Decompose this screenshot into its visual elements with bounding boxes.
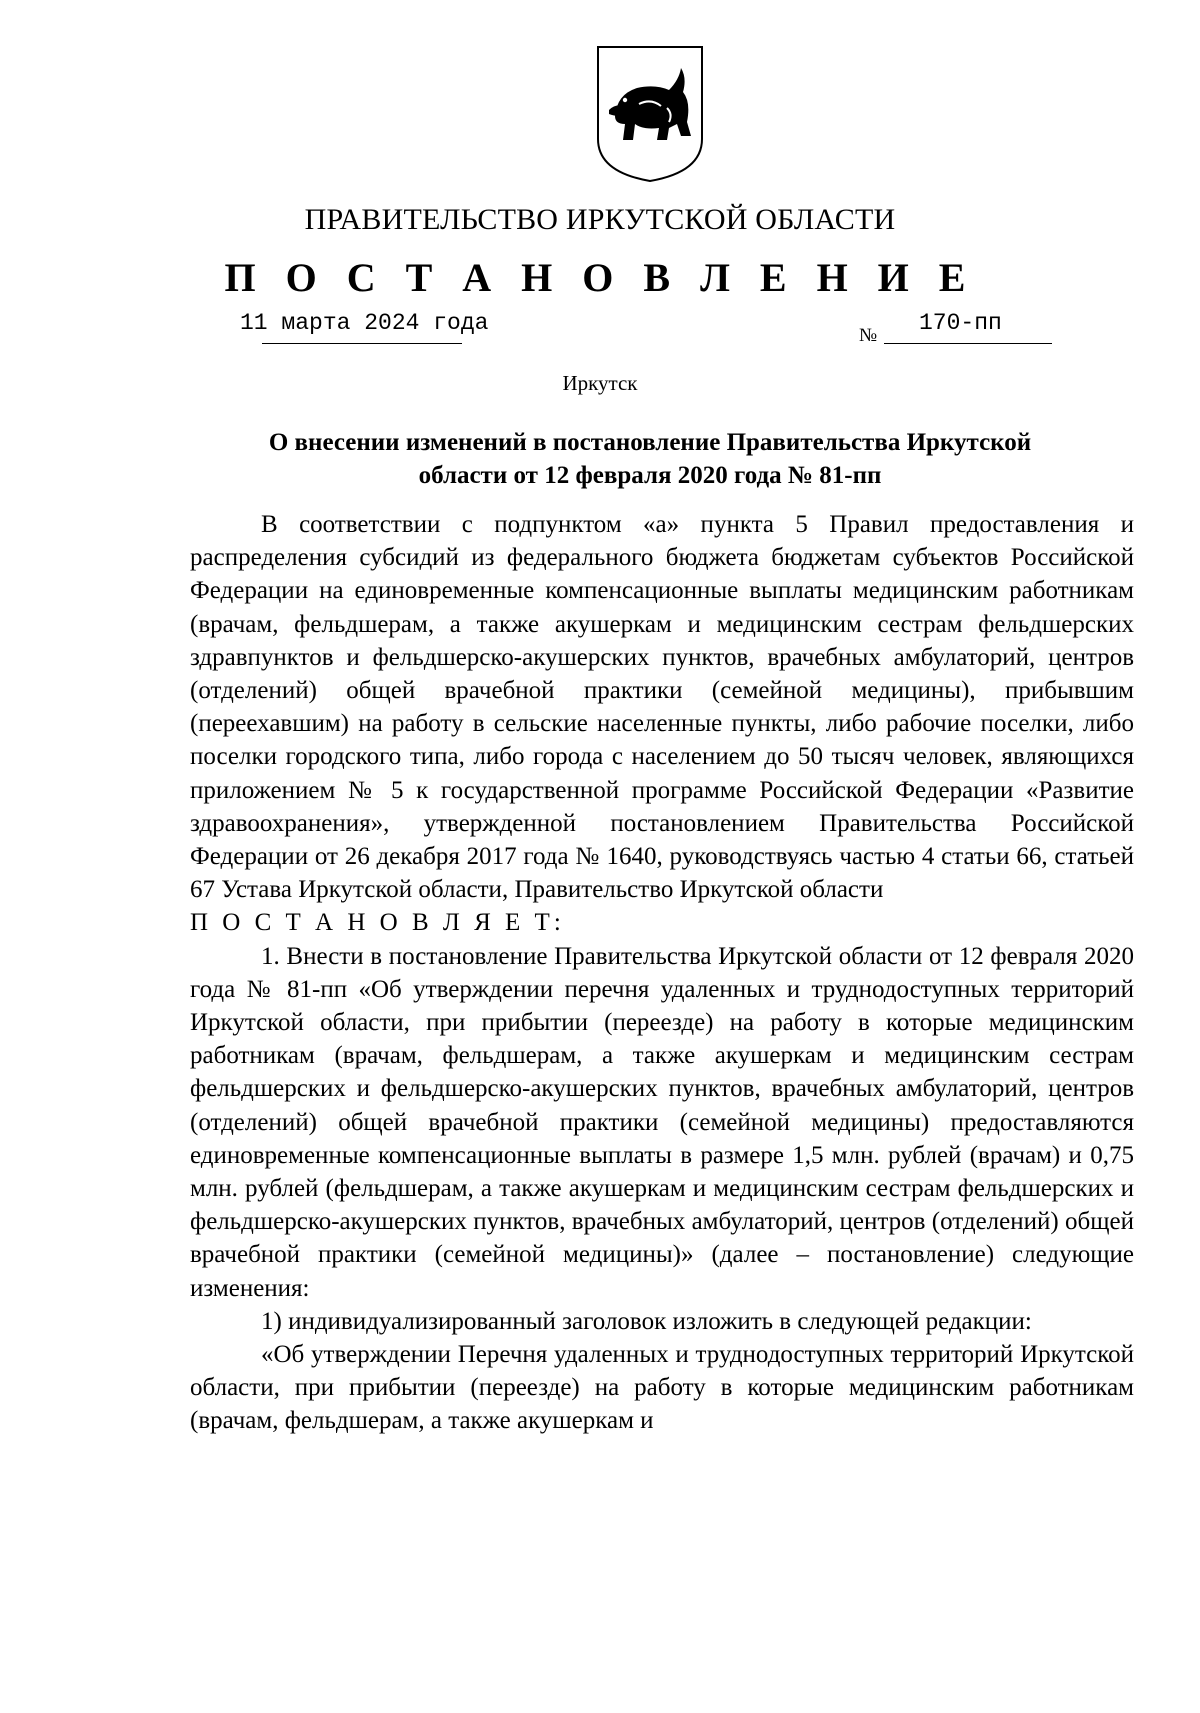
quote-paragraph: «Об утверждении Перечня удаленных и труднодоступных территорий Иркутской области, при прибытии (переезде) на работу в которые медицинским работникам (врачам, фельдшерам, а также акушеркам и: [190, 1341, 1134, 1435]
date-underline: [262, 343, 462, 344]
title-line-1: О внесении изменений в постановление Правительства Иркутской: [268, 429, 1032, 456]
resolves-heading: П О С Т А Н О В Л Я Е Т:: [190, 909, 565, 937]
document-body: [190, 508, 1134, 1438]
government-name: ПРАВИТЕЛЬСТВО ИРКУТСКОЙ ОБЛАСТИ: [304, 203, 896, 236]
item-1-paragraph: 1. Внести в постановление Правительства Иркутской области от 12 февраля 2020 года № 81-пп «Об утверждении перечня удаленных и труднодоступных территорий Иркутской области, при прибытии (переезде) на работу в которые медицинским работникам (врачам, фельдшерам, а также акушеркам и медицинским сестрам фельдшерских и фельдшерско-акушерских пунктов, врачебных амбулаторий, центров (отделений) общей врачебной практики (семейной медицины) предоставляются единовременные компенсационные выплаты в размере 1,5 млн. рублей (врачам) и 0,75 млн. рублей (фельдшерам, а также акушеркам и медицинским сестрам фельдшерских и фельдшерско-акушерских пунктов, врачебных амбулаторий, центров (отделений) общей врачебной практики (семейной медицины)» (далее – постановление) следующие изменения:: [190, 942, 1134, 1302]
number-underline: [884, 343, 1052, 344]
document-title: [200, 426, 1100, 492]
document-date: 11 марта 2024 года: [240, 310, 489, 336]
irkutsk-coat-of-arms-icon: [595, 44, 705, 184]
subitem-1-paragraph: 1) индивидуализированный заголовок изложить в следующей редакции:: [261, 1307, 1032, 1335]
document-number: 170-пп: [919, 310, 1002, 336]
number-sign: №: [859, 325, 878, 346]
preamble-paragraph: В соответствии с подпунктом «а» пункта 5 Правил предоставления и распределения субсидий из федерального бюджета бюджетам субъектов Российской Федерации на единовременные компенсационные выплаты медицинским работникам (врачам, фельдшерам, а также акушеркам и медицинским сестрам фельдшерских здравпунктов и фельдшерско-акушерских пунктов, врачебных амбулаторий, центров (отделений) общей врачебной практики (семейной медицины), прибывшим (переехавшим) на работу в сельские населенные пункты, либо рабочие поселки, либо поселки городского типа, либо города с населением до 50 тысяч человек, являющихся приложением № 5 к государственной программе Российской Федерации «Развитие здравоохранения», утвержденной постановлением Правительства Российской Федерации от 26 декабря 2017 года № 1640, руководствуясь частью 4 статьи 66, статьей 67 Устава Иркутской области, Правительство Иркутской области: [190, 511, 1134, 904]
title-line-2: области от 12 февраля 2020 года № 81-пп: [418, 462, 882, 489]
city: Иркутск: [562, 371, 638, 395]
document-type: П О С Т А Н О В Л Е Н И Е: [224, 255, 976, 300]
